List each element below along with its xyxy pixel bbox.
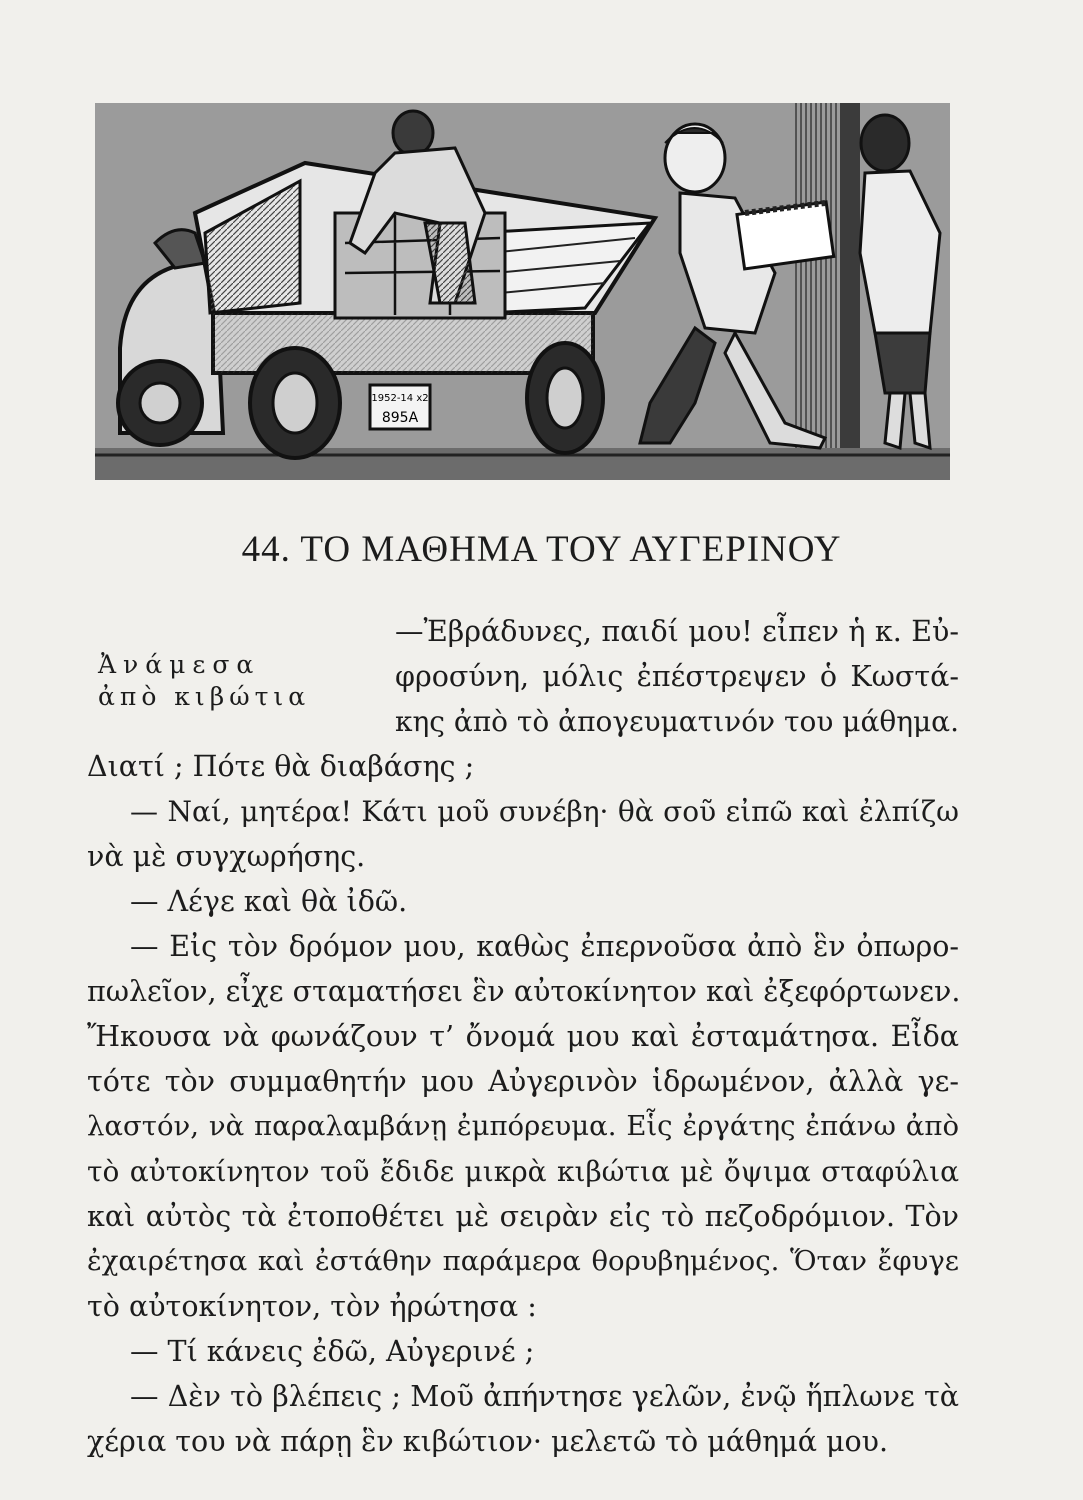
chapter-title: 44. ΤΟ ΜΑΘΗΜΑ ΤΟΥ ΑΥΓΕΡΙΝΟΥ bbox=[241, 529, 842, 570]
side-note-line-1: Ἀνάμεσα bbox=[98, 650, 261, 679]
text-line: φροσύνη, μόλις ἐπέστρεψεν ὁ Κωστά- bbox=[395, 660, 959, 693]
side-note-line-2: ἀπὸ κιβώτια bbox=[98, 682, 311, 711]
text-line: κης ἀπὸ τὸ ἀπογευματινόν του μάθημα. bbox=[395, 705, 959, 738]
text-line: καὶ αὐτὸς τὰ ἐτοποθέτει μὲ σειρὰν εἰς τὸ πεζοδρόμιον. Τὸν bbox=[87, 1200, 959, 1233]
text-line: — Λέγε καὶ θὰ ἰδῶ. bbox=[130, 885, 408, 918]
license-plate-text: 895A bbox=[381, 410, 419, 426]
license-plate bbox=[370, 385, 430, 429]
text-line: λαστόν, νὰ παραλαμβάνῃ ἐμπόρευμα. Εἷς ἐργάτης ἐπάνω ἀπὸ bbox=[87, 1110, 959, 1142]
text-line: — Δὲν τὸ βλέπεις ; Μοῦ ἀπήντησε γελῶν, ἐνῷ ἥπλωνε τὰ bbox=[130, 1380, 959, 1413]
text-line: τὸ αὐτοκίνητον, τὸν ἠρώτησα : bbox=[87, 1290, 537, 1323]
truck-unloading-illustration bbox=[95, 103, 950, 480]
text-line: —Ἐβράδυνες, παιδί μου! εἶπεν ἡ κ. Εὐ- bbox=[395, 615, 959, 648]
text-line: τὸ αὐτοκίνητον τοῦ ἔδιδε μικρὰ κιβώτια μὲ ὄψιμα σταφύλια bbox=[87, 1155, 959, 1188]
text-line: ἐχαιρέτησα καὶ ἐστάθην παράμερα θορυβημένος. Ὅταν ἔφυγε bbox=[87, 1245, 959, 1277]
text-line: Ἤκουσα νὰ φωνάζουν τ’ ὄνομά μου καὶ ἐσταμάτησα. Εἶδα bbox=[87, 1020, 959, 1053]
text-line: νὰ μὲ συγχωρήσης. bbox=[87, 840, 366, 873]
text-line: — Εἰς τὸν δρόμον μου, καθὼς ἐπερνοῦσα ἀπὸ ἓν ὀπωρο- bbox=[130, 930, 959, 963]
text-line: πωλεῖον, εἶχε σταματήσει ἓν αὐτοκίνητον καὶ ἐξεφόρτωνεν. bbox=[87, 975, 961, 1008]
text-line: — Ναί, μητέρα! Κάτι μοῦ συνέβη· θὰ σοῦ εἰπῶ καὶ ἐλπίζω bbox=[130, 795, 959, 828]
text-line: χέρια του νὰ πάρῃ ἓν κιβώτιον· μελετῶ τὸ μάθημά μου. bbox=[87, 1425, 889, 1458]
text-line: — Τί κάνεις ἐδῶ, Αὐγερινέ ; bbox=[130, 1335, 535, 1368]
text-line: Διατί ; Πότε θὰ διαβάσης ; bbox=[87, 750, 475, 783]
text-line: τότε τὸν συμμαθητήν μου Αὐγερινὸν ἱδρωμένον, ἀλλὰ γε- bbox=[87, 1065, 959, 1098]
license-plate-top-text: 1952-14 x2 bbox=[371, 393, 429, 404]
